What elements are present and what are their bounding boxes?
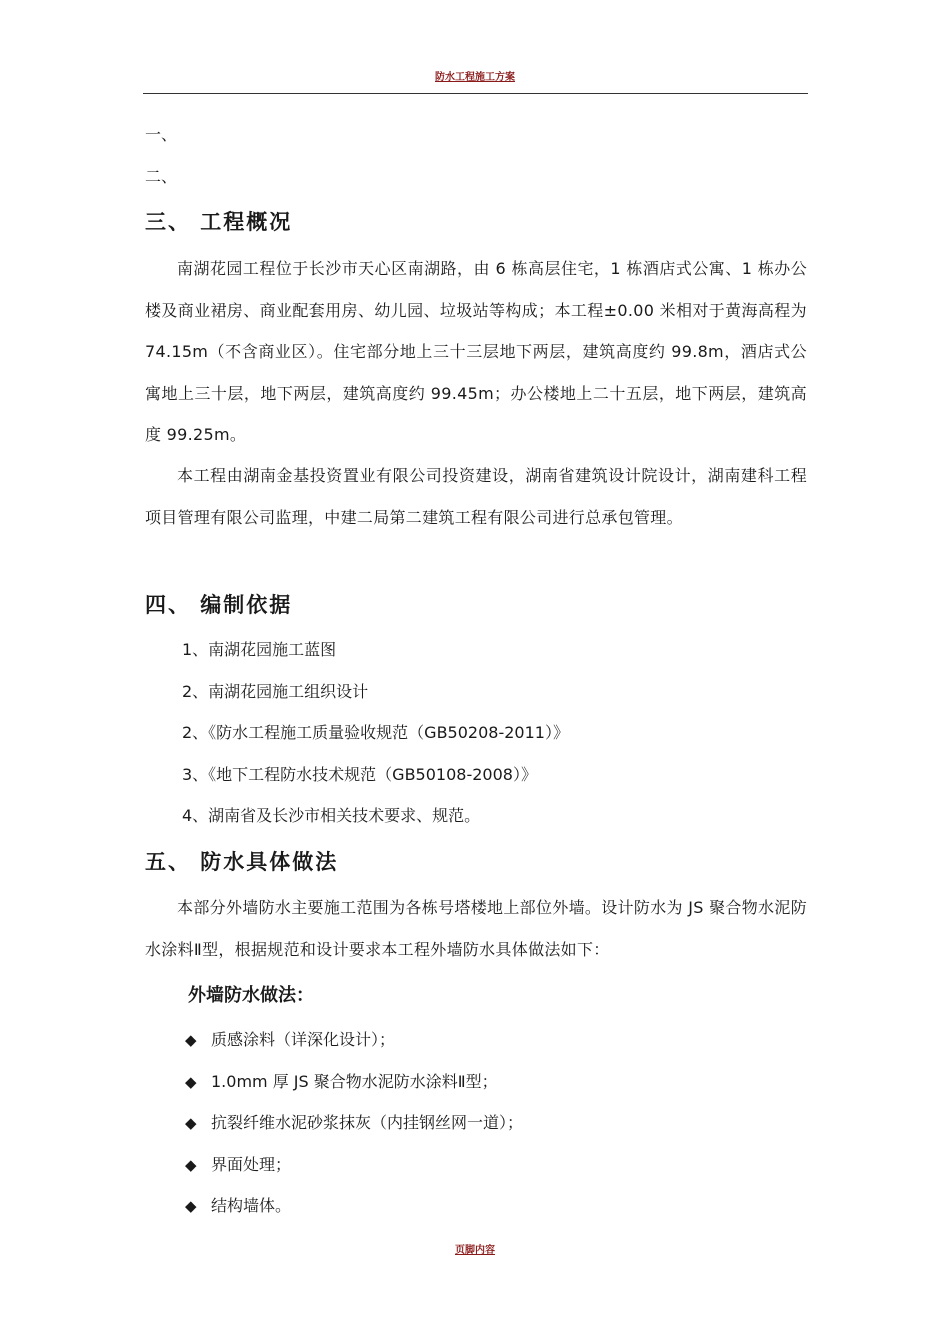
section-3-paragraph-2: 本工程由湖南金基投资置业有限公司投资建设，湖南省建筑设计院设计，湖南建科工程项目管理有限公司监理，中建二局第二建筑工程有限公司进行总承包管理。 [145,466,807,527]
method-text: 界面处理； [211,1155,292,1174]
empty-heading-1: 一、 [145,125,178,144]
basis-item-3: 2、《防水工程施工质量验收规范（GB50208-2011）》 [182,723,569,742]
method-bullet-3 [185,1112,523,1134]
diamond-bullet-icon: ◆ [185,1114,197,1132]
method-bullet-4 [185,1154,291,1176]
diamond-bullet-icon: ◆ [185,1156,197,1174]
section-5-title: 五、 防水具体做法 [145,850,339,874]
diamond-bullet-icon: ◆ [185,1031,197,1049]
header-rule [143,93,808,94]
diamond-bullet-icon: ◆ [185,1197,197,1215]
section-3-paragraph-1: 南湖花园工程位于长沙市天心区南湖路，由 6 栋高层住宅，1 栋酒店式公寓、1 栋办公楼及商业裙房、商业配套用房、幼儿园、垃圾站等构成；本工程±0.00 米相对于黄海高程为 74.15m（不含商业区）。住宅部分地上三十三层地下两层，建筑高度约 99.8m，酒店式公寓地上三十层，地下两层，建筑高度约 99.45m；办公楼地上二十五层，地下两层，建筑高度 99.25m。 [145,259,807,444]
method-bullet-5 [185,1195,291,1217]
basis-item-4: 3、《地下工程防水技术规范（GB50108-2008）》 [182,765,537,784]
section-5-subheading: 外墙防水做法： [188,985,314,1006]
method-text: 质感涂料（详深化设计）； [211,1030,396,1049]
running-footer: 页脚内容 [455,1245,495,1256]
diamond-bullet-icon: ◆ [185,1073,197,1091]
method-bullet-2 [185,1071,498,1093]
method-text: 抗裂纤维水泥砂浆抹灰（内挂钢丝网一道）； [211,1113,524,1132]
basis-item-1: 1、南湖花园施工蓝图 [182,640,337,659]
basis-item-5: 4、湖南省及长沙市相关技术要求、规范。 [182,806,481,825]
running-header: 防水工程施工方案 [435,72,515,83]
method-text: 1.0mm 厚 JS 聚合物水泥防水涂料Ⅱ型； [211,1072,498,1091]
section-3-title: 三、 工程概况 [145,210,293,234]
section-4-title: 四、 编制依据 [145,593,293,617]
empty-heading-2: 二、 [145,167,178,186]
basis-item-2: 2、南湖花园施工组织设计 [182,682,369,701]
method-bullet-1 [185,1029,395,1051]
method-text: 结构墙体。 [211,1196,292,1215]
section-5-paragraph: 本部分外墙防水主要施工范围为各栋号塔楼地上部位外墙。设计防水为 JS 聚合物水泥防水涂料Ⅱ型，根据规范和设计要求本工程外墙防水具体做法如下： [145,898,807,959]
